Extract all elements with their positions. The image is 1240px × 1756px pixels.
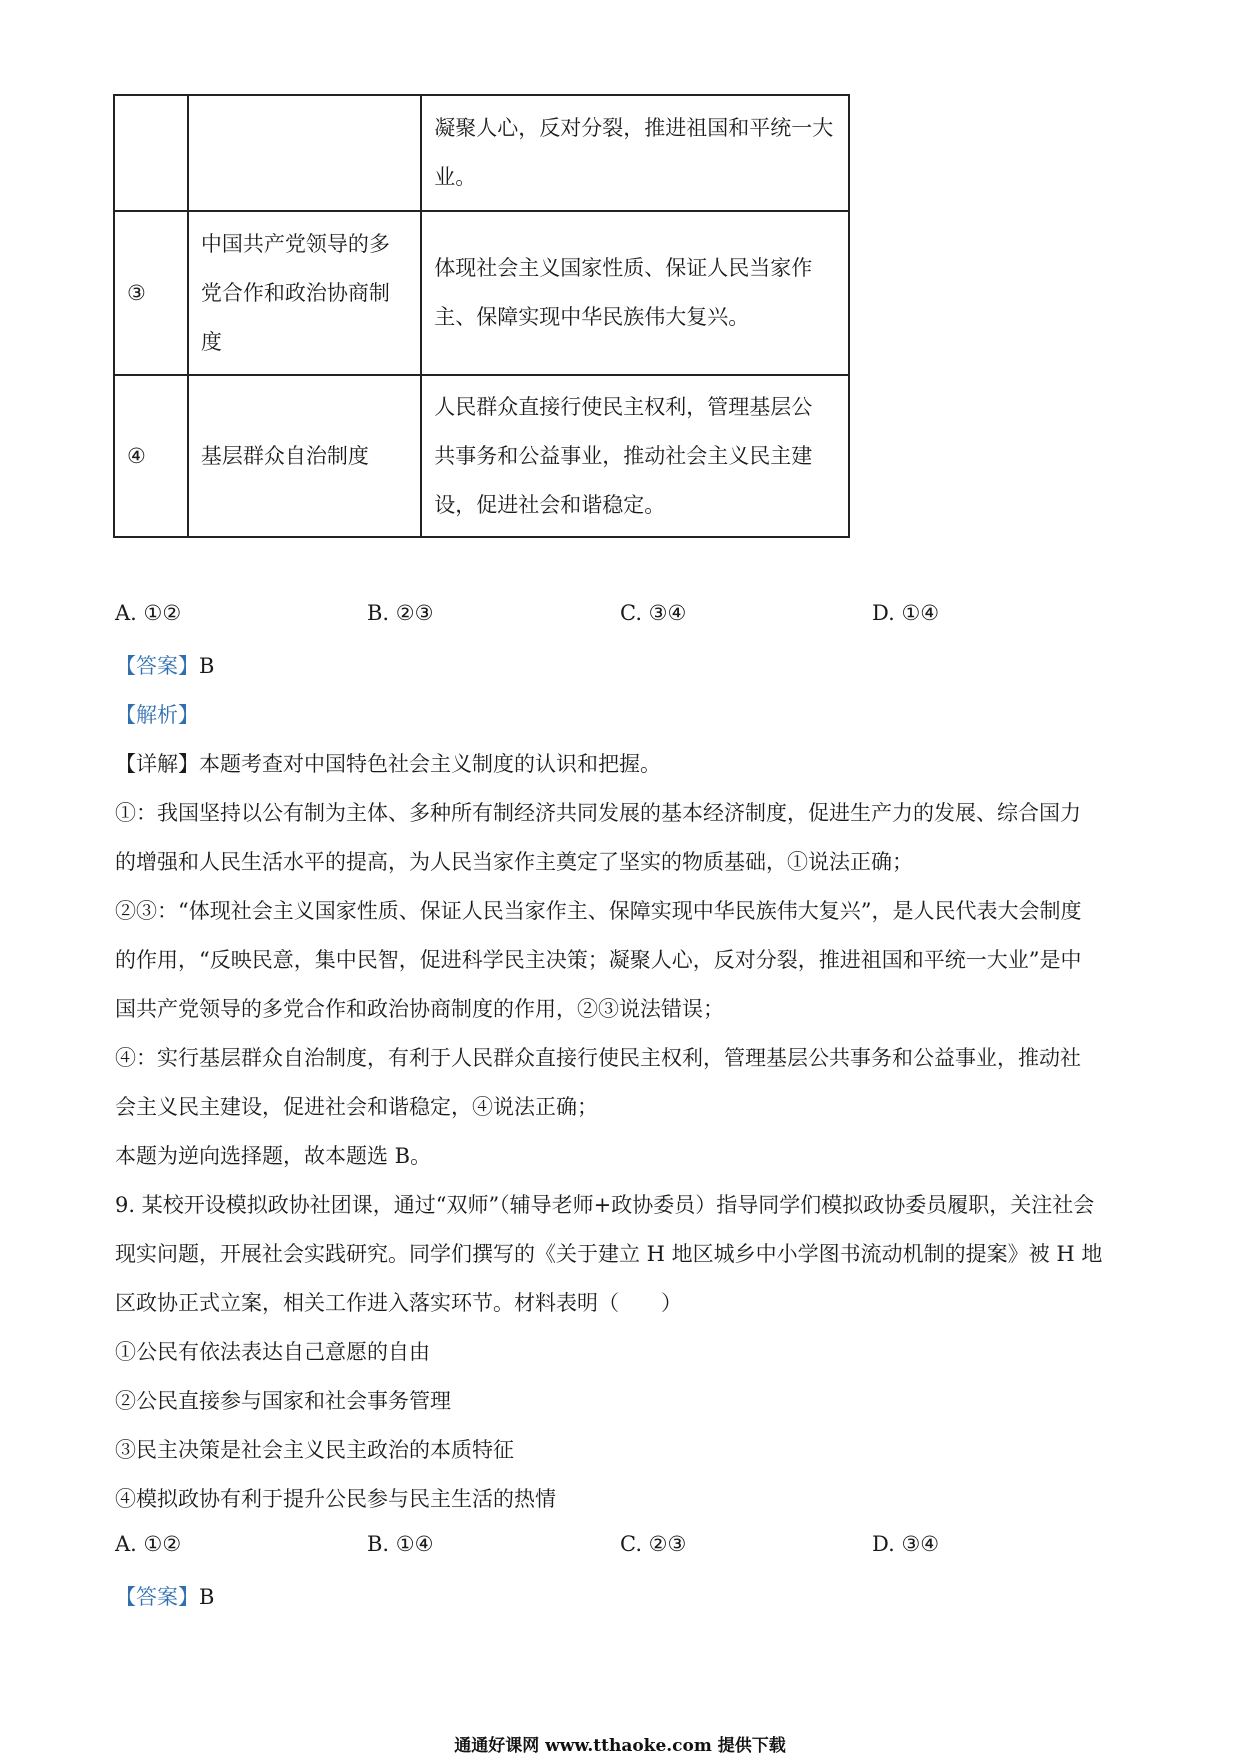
analysis-line: ①：我国坚持以公有制为主体、多种所有制经济共同发展的基本经济制度，促进生产力的发展、综合国力 — [115, 801, 1081, 825]
answer-tag: 【答案】 — [115, 1585, 199, 1609]
row-number-cell — [114, 95, 188, 211]
cell-text-line: 凝聚人心，反对分裂，推进祖国和平统一大 — [434, 116, 834, 140]
q9-stem-line: 9. 某校开设模拟政协社团课，通过“双师”（辅导老师+政协委员）指导同学们模拟政协委员履职，关注社会 — [115, 1193, 1095, 1217]
q9-stem-line: 现实问题，开展社会实践研究。同学们撰写的《关于建立 H 地区城乡中小学图书流动机制的提案》被 H 地 — [115, 1242, 1103, 1266]
system-name-cell — [188, 211, 421, 375]
cell-text-line: 共事务和公益事业，推动社会主义民主建 — [434, 443, 813, 468]
detail-text: 本题考查对中国特色社会主义制度的认识和把握。 — [199, 752, 661, 776]
cell-text-line: 中国共产党领导的多 — [200, 231, 390, 256]
q8-answer — [115, 650, 1135, 680]
option-c: C. ③④ — [620, 601, 687, 625]
comparison-table — [113, 94, 850, 538]
row-number: ③ — [127, 280, 146, 305]
q9-options — [115, 1532, 1015, 1562]
detail-tag: 【详解】 — [115, 752, 199, 776]
option-d: D. ①④ — [872, 601, 940, 625]
answer-value: B — [199, 654, 215, 678]
cell-text-line: 业。 — [434, 165, 477, 189]
system-role-cell — [421, 375, 849, 537]
option-c: C. ②③ — [620, 1532, 687, 1556]
system-role-cell — [421, 211, 849, 375]
cell-text-line: 体现社会主义国家性质、保证人民当家作 — [434, 256, 813, 280]
analysis-line: 国共产党领导的多党合作和政治协商制度的作用，②③说法错误； — [115, 997, 724, 1021]
q9-statement: ②公民直接参与国家和社会事务管理 — [115, 1389, 451, 1413]
system-role-cell — [421, 95, 849, 211]
row-number: ④ — [127, 443, 146, 468]
table-row — [114, 211, 849, 375]
cell-text-line: 党合作和政治协商制 — [200, 280, 390, 305]
option-a: A. ①② — [115, 1532, 182, 1556]
analysis-line: 的增强和人民生活水平的提高，为人民当家作主奠定了坚实的物质基础，①说法正确； — [115, 850, 913, 874]
analysis-line: 本题为逆向选择题，故本题选 B。 — [115, 1144, 432, 1168]
cell-text-line: 基层群众自治制度 — [200, 443, 369, 468]
system-name-cell — [188, 95, 421, 211]
system-name-cell — [188, 375, 421, 537]
row-number-cell — [114, 211, 188, 375]
option-b: B. ②③ — [367, 601, 434, 625]
analysis-line: 的作用，“反映民意，集中民智，促进科学民主决策；凝聚人心，反对分裂，推进祖国和平统一大业”是中 — [115, 948, 1082, 972]
option-b: B. ①④ — [367, 1532, 434, 1556]
q9-answer — [115, 1581, 1135, 1611]
answer-tag: 【答案】 — [115, 654, 199, 678]
option-d: D. ③④ — [872, 1532, 940, 1556]
answer-value: B — [199, 1585, 215, 1609]
cell-text-line: 人民群众直接行使民主权利，管理基层公 — [434, 394, 813, 419]
q8-analysis-heading — [115, 699, 1135, 729]
q9-statement: ④模拟政协有利于提升公民参与民主生活的热情 — [115, 1487, 556, 1511]
cell-text-line: 设，促进社会和谐稳定。 — [434, 492, 666, 517]
q8-detail-line — [115, 748, 1135, 778]
cell-text-line: 主、保障实现中华民族伟大复兴。 — [434, 305, 750, 329]
analysis-line: 会主义民主建设，促进社会和谐稳定，④说法正确； — [115, 1095, 598, 1119]
table-row — [114, 95, 849, 211]
analysis-line: ②③：“体现社会主义国家性质、保证人民当家作主、保障实现中华民族伟大复兴”，是人民代表大会制度 — [115, 899, 1082, 923]
q9-statement: ①公民有依法表达自己意愿的自由 — [115, 1340, 430, 1364]
analysis-tag: 【解析】 — [115, 703, 199, 727]
q9-statement: ③民主决策是社会主义民主政治的本质特征 — [115, 1438, 514, 1462]
row-number-cell — [114, 375, 188, 537]
q8-options — [115, 601, 1015, 631]
table-row — [114, 375, 849, 537]
q9-stem-line: 区政协正式立案，相关工作进入落实环节。材料表明（ ） — [115, 1291, 682, 1315]
page-footer: 通通好课网 www.tthaoke.com 提供下载 — [454, 1736, 786, 1756]
cell-text-line: 度 — [200, 329, 222, 354]
option-a: A. ①② — [115, 601, 182, 625]
analysis-line: ④：实行基层群众自治制度，有利于人民群众直接行使民主权利，管理基层公共事务和公益事业，推动社 — [115, 1046, 1081, 1070]
